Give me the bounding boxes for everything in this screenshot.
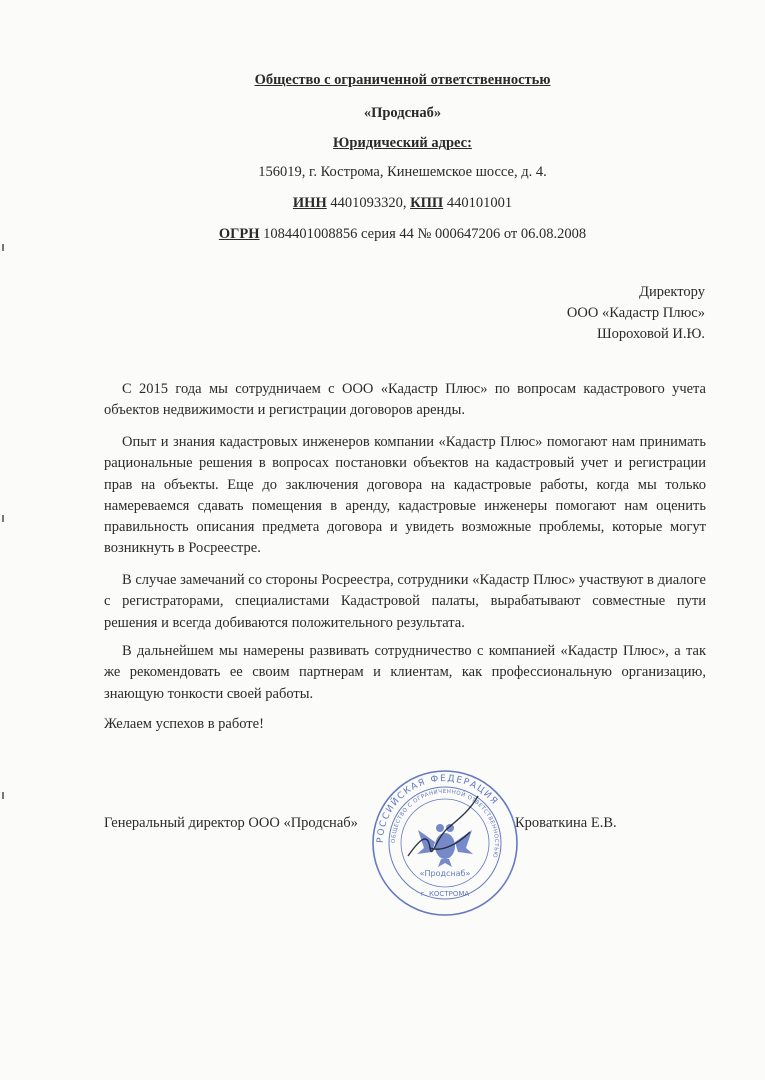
- inn-kpp-line: [0, 195, 765, 212]
- seal-center-text: «Продснаб»: [419, 869, 471, 878]
- margin-mark: [2, 244, 4, 251]
- company-seal: [370, 768, 520, 918]
- margin-mark: [2, 515, 4, 522]
- company-type: Общество с ограниченной ответственностью: [254, 72, 551, 88]
- addressee-company: ООО «Кадастр Плюс»: [566, 305, 705, 321]
- signatory-title: Генеральный директор ООО «Продснаб»: [104, 815, 358, 831]
- address-label: Юридический адрес:: [333, 135, 472, 151]
- paragraph-3: В случае замечаний со стороны Росреестра, сотрудники «Кадастр Плюс» участвуют в диалоге с регистраторами, специалистами Кадастровой палаты, вырабатывают совместные пути решения и всегда добиваются положительного результата.: [104, 572, 706, 631]
- inn-value: 4401093320,: [330, 195, 407, 211]
- kpp-label: КПП: [410, 195, 444, 211]
- seal-inner-text: ОБЩЕСТВО С ОГРАНИЧЕННОЙ ОТВЕТСТВЕННОСТЬЮ: [390, 788, 500, 859]
- ogrn-line: [0, 226, 765, 243]
- company-name: «Продснаб»: [363, 105, 442, 121]
- margin-mark: [2, 792, 4, 799]
- addressee-block: [567, 282, 705, 345]
- paragraph-2: Опыт и знания кадастровых инженеров компании «Кадастр Плюс» помогают нам принимать рациональные решения в вопросах постановки объектов на кадастровый учет и регистрации прав на объекты. Еще до заключения договора на кадастровые работы, когда мы только намереваемся сдавать помещения в аренду, кадастровые инженеры помогают нам оценить правильность описания предмета договора и увидеть возможные проблемы, которые могут возникнуть в Росреестре.: [104, 434, 706, 557]
- kpp-value: 440101001: [446, 195, 513, 211]
- addressee-name: Шороховой И.Ю.: [597, 326, 705, 342]
- ogrn-label: ОГРН: [218, 226, 260, 242]
- inn-label: ИНН: [292, 195, 327, 211]
- seal-outer-text: РОССИЙСКАЯ ФЕДЕРАЦИЯ: [375, 773, 500, 844]
- ogrn-value: 1084401008856 серия 44 № 000647206 от 06.08.2008: [263, 226, 587, 242]
- closing-line: Желаем успехов в работе!: [104, 716, 264, 732]
- paragraph-4: В дальнейшем мы намерены развивать сотрудничество с компанией «Кадастр Плюс», а так же рекомендовать ее своим партнерам и клиентам, как профессиональную организацию, знающую тонкости своей работы.: [104, 643, 706, 702]
- paragraph-1: С 2015 года мы сотрудничаем с ООО «Кадастр Плюс» по вопросам кадастрового учета объектов недвижимости и регистрации договоров аренды.: [104, 381, 706, 419]
- addressee-position: Директору: [639, 284, 705, 300]
- legal-address: 156019, г. Кострома, Кинешемское шоссе, д. 4.: [258, 164, 547, 180]
- signatory-name: Кроваткина Е.В.: [515, 815, 617, 831]
- seal-city-text: г. КОСТРОМА: [420, 890, 470, 898]
